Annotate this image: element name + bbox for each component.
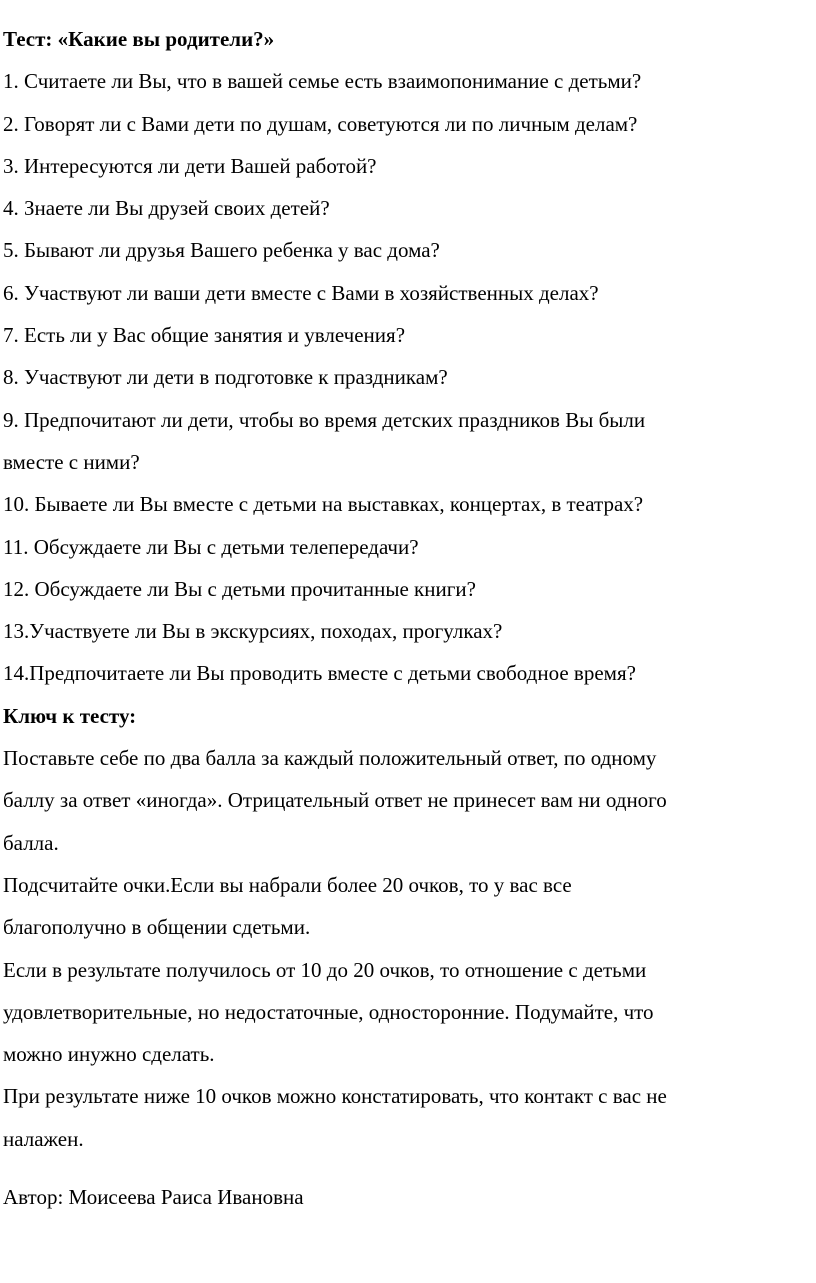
question-item: 1. Считаете ли Вы, что в вашей семье есть взаимопонимание с детьми? xyxy=(3,69,642,94)
question-item: 3. Интересуются ли дети Вашей работой? xyxy=(3,153,377,178)
question-item: 14.Предпочитаете ли Вы проводить вместе с детьми свободное время? xyxy=(3,661,636,686)
document-body xyxy=(3,18,809,1218)
question-item: 6. Участвуют ли ваши дети вместе с Вами в хозяйственных делах? xyxy=(3,280,599,305)
question-item: 7. Есть ли у Вас общие занятия и увлечения? xyxy=(3,323,406,348)
key-text-line: благополучно в общении сдетьми. xyxy=(3,915,311,940)
question-item: 12. Обсуждаете ли Вы с детьми прочитанные книги? xyxy=(3,576,476,601)
question-item: 10. Бываете ли Вы вместе с детьми на выставках, концертах, в театрах? xyxy=(3,492,644,517)
test-title: Тест: «Какие вы родители?» xyxy=(3,27,275,51)
question-item: 5. Бывают ли друзья Вашего ребенка у вас дома? xyxy=(3,238,440,263)
question-item: 8. Участвуют ли дети в подготовке к праздникам? xyxy=(3,365,448,390)
key-text-line: балла. xyxy=(3,830,59,855)
key-text-line: налажен. xyxy=(3,1126,84,1151)
author-line: Автор: Моисеева Раиса Ивановна xyxy=(3,1185,304,1210)
key-text-line: Поставьте себе по два балла за каждый положительный ответ, по одному xyxy=(3,746,657,771)
key-text-line: Если в результате получилось от 10 до 20 очков, то отношение с детьми xyxy=(3,957,647,982)
answer-key xyxy=(3,737,809,1160)
key-text-line: баллу за ответ «иногда». Отрицательный ответ не принесет вам ни одного xyxy=(3,788,667,813)
key-text-line: При результате ниже 10 очков можно констатировать, что контакт с вас не xyxy=(3,1084,667,1109)
key-heading: Ключ к тесту: xyxy=(3,703,137,728)
question-item-continuation: вместе с ними? xyxy=(3,449,140,474)
question-list xyxy=(3,60,809,694)
key-text-line: можно инужно сделать. xyxy=(3,1042,215,1067)
question-item: 4. Знаете ли Вы друзей своих детей? xyxy=(3,196,330,221)
question-item: 13.Участвуете ли Вы в экскурсиях, походах, прогулках? xyxy=(3,619,503,644)
key-text-line: удовлетворительные, но недостаточные, односторонние. Подумайте, что xyxy=(3,999,654,1024)
key-text-line: Подсчитайте очки.Если вы набрали более 20 очков, то у вас все xyxy=(3,872,572,897)
question-item: 11. Обсуждаете ли Вы с детьми телепередачи? xyxy=(3,534,419,559)
question-item: 9. Предпочитают ли дети, чтобы во время детских праздников Вы были xyxy=(3,407,646,432)
question-item: 2. Говорят ли с Вами дети по душам, советуются ли по личным делам? xyxy=(3,111,638,136)
